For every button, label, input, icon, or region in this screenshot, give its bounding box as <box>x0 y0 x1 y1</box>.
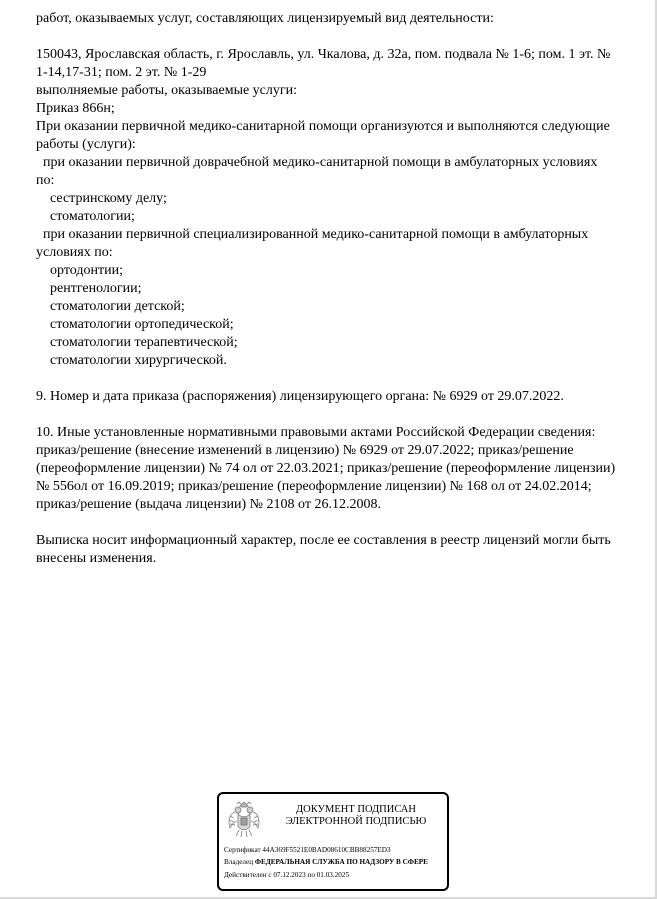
item-10-line: (переоформление лицензии) № 74 ол от 22.03.2021; приказ/решение (переоформление лицензии) <box>36 461 616 476</box>
specialized-line-2: условиях по: <box>36 245 113 260</box>
pre-doctor-line-2: по: <box>36 173 55 188</box>
pmsp-line-2: работы (услуги): <box>36 137 136 152</box>
service-item: стоматологии терапевтической; <box>50 335 238 350</box>
specialized-line-1: при оказании первичной специализированной медико-санитарной помощи в амбулаторных <box>43 227 589 242</box>
item-10-line: № 556ол от 16.09.2019; приказ/решение (переоформление лицензии) № 168 ол от 24.02.2014; <box>36 479 592 494</box>
notice-line-2: внесены изменения. <box>36 551 157 566</box>
address-line-1: 150043, Ярославская область, г. Ярославль, ул. Чкалова, д. 32а, пом. подвала № 1-6; пом. 1 эт. № <box>36 47 611 62</box>
service-item: сестринскому делу; <box>50 191 167 206</box>
order-line: Приказ 866н; <box>36 101 115 116</box>
service-item: стоматологии хирургической. <box>50 353 227 368</box>
electronic-signature-stamp <box>217 792 449 891</box>
service-item: ортодонтии; <box>50 263 123 278</box>
validity-line: Действителен с 07.12.2023 по 01.03.2025 <box>224 871 350 879</box>
owner-line <box>224 858 428 867</box>
signature-title-line-2: ЭЛЕКТРОННОЙ ПОДПИСЬЮ <box>285 816 427 827</box>
russian-coat-of-arms-icon <box>227 800 261 840</box>
owner-value: ФЕДЕРАЛЬНАЯ СЛУЖБА ПО НАДЗОРУ В СФЕРЕ <box>254 858 428 866</box>
address-line-2: 1-14,17-31; пом. 2 эт. № 1-29 <box>36 65 207 80</box>
service-item: стоматологии; <box>50 209 135 224</box>
works-label: выполняемые работы, оказываемые услуги: <box>36 83 298 98</box>
certificate-line <box>224 846 391 855</box>
item-10-line: приказ/решение (внесение изменений в лицензию) № 6929 от 29.07.2022; приказ/решение <box>36 443 574 458</box>
item-10-line: приказ/решение (выдача лицензии) № 2108 от 26.12.2008. <box>36 497 381 512</box>
service-item: рентгенологии; <box>50 281 142 296</box>
pmsp-line-1: При оказании первичной медико-санитарной помощи организуются и выполняются следующие <box>36 119 610 134</box>
item-10-line: 10. Иные установленные нормативными правовыми актами Российской Федерации сведения: <box>36 425 596 440</box>
item-9-order: 9. Номер и дата приказа (распоряжения) лицензирующего органа: № 6929 от 29.07.2022. <box>36 389 564 404</box>
certificate-value: 44A369F5521E0BAD08610CBB88257ED3 <box>262 846 391 854</box>
service-item: стоматологии детской; <box>50 299 185 314</box>
signature-title-line-1: ДОКУМЕНТ ПОДПИСАН <box>296 804 416 815</box>
certificate-label: Сертификат <box>224 846 261 854</box>
owner-label: Владелец <box>224 858 254 866</box>
signature-title <box>267 804 445 828</box>
intro-line: работ, оказываемых услуг, составляющих лицензируемый вид деятельности: <box>36 11 494 26</box>
pre-doctor-line-1: при оказании первичной доврачебной медико-санитарной помощи в амбулаторных условиях <box>43 155 598 170</box>
license-extract-text <box>36 10 636 568</box>
service-item: стоматологии ортопедической; <box>50 317 234 332</box>
notice-line-1: Выписка носит информационный характер, после ее составления в реестр лицензий могли быть <box>36 533 611 548</box>
